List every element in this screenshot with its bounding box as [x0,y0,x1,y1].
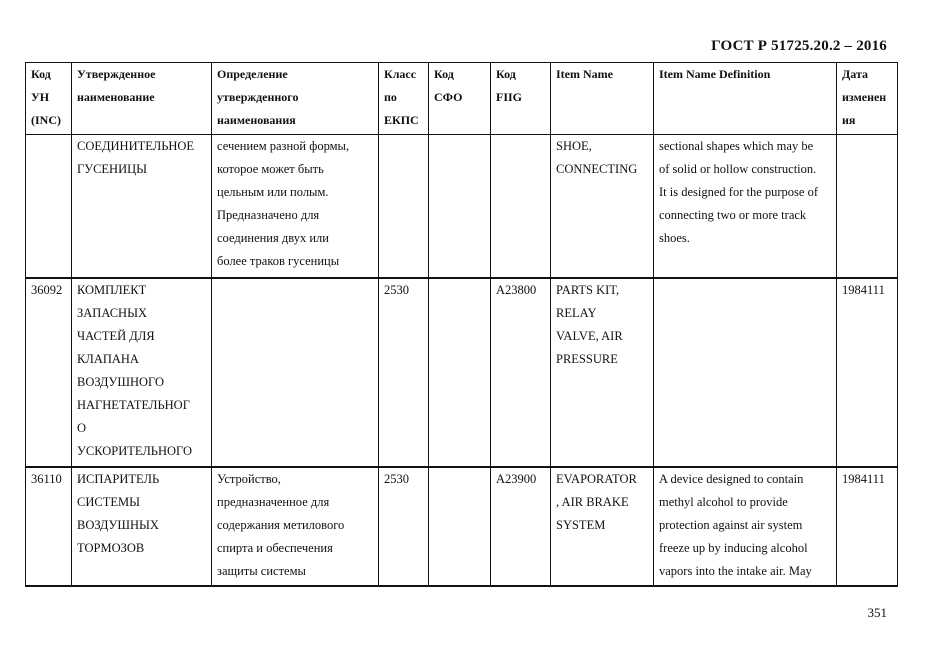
header-approved-name: Утвержденное наименование [72,63,212,135]
table-header-row [26,63,898,135]
cell-date [837,135,898,278]
cell-fiig: A23900 [491,467,551,586]
cell-fiig: A23800 [491,278,551,467]
cell-class [379,135,429,278]
cell-class: 2530 [379,278,429,467]
header-item-name-definition: Item Name Definition [654,63,837,135]
header-fiig: Код FIIG [491,63,551,135]
header-inc: Код УН (INC) [26,63,72,135]
cell-inc: 36110 [26,467,72,586]
cell-item-definition [654,278,837,467]
page-number: 351 [867,605,887,620]
cell-item-definition: sectional shapes which may be of solid or hollow construction. It is designed for the purpose of connecting two or more track shoes. [654,135,837,278]
table-row [26,278,898,467]
cell-date: 1984111 [837,278,898,467]
header-sfo: Код СФО [429,63,491,135]
cell-definition: сечением разной формы, которое может быть цельным или полым. Предназначено для соединения двух или более траков гусеницы [212,135,379,278]
cell-sfo [429,467,491,586]
cell-name: ИСПАРИТЕЛЬ СИСТЕМЫ ВОЗДУШНЫХ ТОРМОЗОВ [72,467,212,586]
cell-item-name: SHOE, CONNECTING [551,135,654,278]
cell-sfo [429,278,491,467]
table-row [26,467,898,586]
cell-date: 1984111 [837,467,898,586]
cell-fiig [491,135,551,278]
cell-inc: 36092 [26,278,72,467]
cell-definition [212,278,379,467]
cell-sfo [429,135,491,278]
header-change-date: Дата изменен ия [837,63,898,135]
items-table [25,62,898,587]
cell-item-definition: A device designed to contain methyl alcohol to provide protection against air system freeze up by inducing alcohol vapors into the intake air. May [654,467,837,586]
header-class: Класс по ЕКПС [379,63,429,135]
cell-name: КОМПЛЕКТ ЗАПАСНЫХ ЧАСТЕЙ ДЛЯ КЛАПАНА ВОЗДУШНОГО НАГНЕТАТЕЛЬНОГ О УСКОРИТЕЛЬНОГО [72,278,212,467]
cell-name: СОЕДИНИТЕЛЬНОЕ ГУСЕНИЦЫ [72,135,212,278]
table-row [26,135,898,278]
document-code: ГОСТ Р 51725.20.2 – 2016 [711,38,887,54]
cell-item-name: EVAPORATOR , AIR BRAKE SYSTEM [551,467,654,586]
cell-inc [26,135,72,278]
cell-class: 2530 [379,467,429,586]
cell-item-name: PARTS KIT, RELAY VALVE, AIR PRESSURE [551,278,654,467]
header-item-name: Item Name [551,63,654,135]
header-definition: Определение утвержденного наименования [212,63,379,135]
cell-definition: Устройство, предназначенное для содержания метилового спирта и обеспечения защиты системы [212,467,379,586]
